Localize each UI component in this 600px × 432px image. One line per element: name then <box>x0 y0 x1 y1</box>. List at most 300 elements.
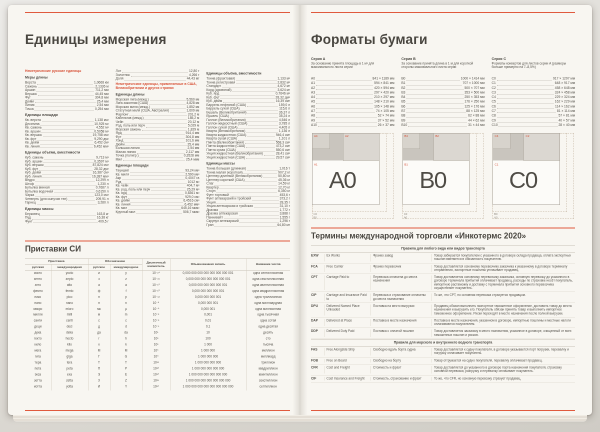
unit-name: Кв. фут <box>115 195 128 199</box>
unit-value: 123,0 см³ <box>94 193 109 197</box>
ghost-label: B0 <box>313 216 317 220</box>
section-rule <box>25 241 290 242</box>
format-size: 353 × 500 мм <box>464 90 485 95</box>
incoterm-english: Cost and Freight <box>324 366 371 373</box>
unit-value: 14,59 кг <box>278 182 290 186</box>
dotted-leader <box>246 147 275 148</box>
dotted-leader <box>151 191 186 192</box>
incoterm-code: DDP <box>311 329 318 334</box>
unit-name: Унция аптекарская и тройская <box>206 204 253 208</box>
format-diagram <box>311 132 394 220</box>
unit-name: Фунт <box>25 219 33 224</box>
format-code: C4 <box>491 95 496 100</box>
si-prefix-int: yotta <box>51 384 88 390</box>
unit-row <box>206 205 290 209</box>
format-size: 26 × 37 мм <box>377 123 395 127</box>
dotted-leader <box>140 157 183 158</box>
unit-group <box>25 76 109 111</box>
format-size: 44 × 62 мм <box>468 118 485 123</box>
unit-name: Морская миля (межд.) <box>115 105 150 109</box>
unit-name: Галлон сухой (США) <box>206 125 238 130</box>
si-sign-ru: г <box>88 336 110 342</box>
series-name: Серия C <box>491 57 506 61</box>
incoterm-code: FAS <box>311 348 318 352</box>
unit-value: 93,24 км² <box>185 169 200 173</box>
dotted-leader <box>136 213 182 214</box>
si-multiplier: 10⁻⁶ <box>142 306 170 312</box>
format-code: A0 <box>311 77 316 81</box>
unit-value: 45,36 кг <box>278 178 290 182</box>
si-number-name: секстиллион <box>246 378 290 384</box>
format-size: 229 × 324 мм <box>554 95 575 100</box>
dotted-leader <box>406 89 463 90</box>
unit-name: Кв. миля <box>115 172 129 177</box>
dotted-leader <box>44 159 95 160</box>
unit-name: Руд <box>115 180 122 184</box>
si-sign-int: Y <box>110 384 142 390</box>
si-sign-int: f <box>110 288 142 294</box>
si-prefix-int: atto <box>51 282 88 288</box>
si-sign-int: E <box>110 372 142 378</box>
dotted-leader <box>316 113 375 114</box>
si-sign-ru: м <box>88 312 110 318</box>
si-sign-ru: мк <box>88 306 110 312</box>
dotted-leader <box>45 166 92 167</box>
unit-row <box>25 107 109 111</box>
incoterms-section-header: Правила для любого вида или видов транспорта <box>311 245 575 253</box>
incoterm-english: Free Carrier <box>324 265 371 272</box>
incoterms-row <box>311 375 575 382</box>
left-page <box>8 5 300 415</box>
si-row <box>25 384 290 390</box>
group-heading: Меры длины <box>25 76 48 80</box>
unit-value: 1,555 г <box>279 215 290 220</box>
unit-name: Куб. вершок <box>25 163 44 167</box>
dotted-leader <box>406 108 463 109</box>
unit-name: Кв. верста <box>25 118 41 122</box>
red-note: Неметрические русские единицы <box>25 69 82 73</box>
si-multiplier: 10⁻¹ <box>142 324 170 330</box>
unit-name: Линия <box>25 103 35 107</box>
dotted-leader <box>39 170 93 171</box>
si-sign-int: z <box>110 276 142 282</box>
unit-name: Дюйм <box>115 142 125 147</box>
unit-value: 64,80 мг <box>277 223 290 227</box>
format-size: 81 × 114 мм <box>556 109 575 114</box>
si-plain-number: 1 000 000 000 <box>170 354 246 360</box>
si-plain-number: 0,000 000 000 000 000 000 001 <box>170 276 246 282</box>
format-size: 162 × 229 мм <box>554 100 575 104</box>
unit-value: 304,8 мм <box>94 96 109 100</box>
incoterm-russian: Стоимость, страхование и фрахт <box>371 377 432 381</box>
unit-name: Штоф <box>25 182 35 186</box>
unit-value: 28,35 г <box>279 200 290 205</box>
dotted-leader <box>122 138 184 139</box>
unit-name: Десятина <box>25 122 40 126</box>
si-sign-int: n <box>110 300 142 306</box>
si-header-plain: Обыкновенная запись <box>170 258 246 270</box>
unit-value: 4,266 г <box>188 73 200 77</box>
dotted-leader <box>406 85 461 86</box>
incoterm-description: Товар доставляется заказчику в место назначения, указанное в договоре, очищенный от всех таможенных пошлин и рисков. <box>431 330 575 337</box>
dotted-leader <box>51 189 95 190</box>
format-code: B1 <box>401 81 406 86</box>
unit-name: Чейн <box>115 120 124 124</box>
dotted-leader <box>316 89 373 90</box>
si-plain-number: 0,000 001 <box>170 306 246 312</box>
format-code: C6 <box>491 104 496 109</box>
incoterm-code: DPU <box>311 304 318 308</box>
format-code: B6 <box>401 104 406 109</box>
si-sign-int: h <box>110 336 142 342</box>
si-subheader-sint: международное <box>110 264 142 270</box>
dotted-leader <box>497 85 554 86</box>
si-number-name: одна тысячная <box>246 312 290 318</box>
right-page <box>300 5 592 415</box>
unit-value: 506,7 мкм² <box>183 210 200 214</box>
unit-value: 1,0668 км <box>93 81 109 85</box>
si-sign-ru: да <box>88 330 110 336</box>
ghost-label: C0 <box>313 213 317 217</box>
si-prefix-int: hecto <box>51 336 88 342</box>
unit-value: 304,8 мм <box>185 135 200 139</box>
format-code: C7 <box>491 109 496 114</box>
si-prefix-int: deka <box>51 330 88 336</box>
si-number-name: одна миллиардная <box>246 300 290 306</box>
dotted-leader <box>316 80 372 81</box>
dotted-leader <box>497 80 552 81</box>
si-multiplier: 10¹² <box>142 360 170 366</box>
ghost-label: B0 <box>494 213 498 217</box>
dotted-leader <box>37 140 93 141</box>
unit-value: 2,590 км² <box>185 172 200 177</box>
unit-name: Пинта жидкостная (США) <box>206 144 246 148</box>
dotted-leader <box>497 89 554 90</box>
incoterm-description: Товар отгружается на судно покупателя, перевалку оплачивает продавец. <box>431 359 575 363</box>
incoterm-code: EXW <box>311 254 319 258</box>
unit-name: Доля <box>115 77 124 81</box>
si-prefix-int: pico <box>51 294 88 300</box>
si-sign-int: a <box>110 282 142 288</box>
unit-row <box>116 117 200 121</box>
unit-name: Кв. линия <box>115 202 131 207</box>
si-prefix-ru: зепто <box>33 277 42 281</box>
incoterm-russian: Франко перевозчик <box>371 265 432 272</box>
si-number-name: квинтиллион <box>246 372 290 378</box>
unit-name: Фарлонг <box>115 112 129 117</box>
format-code: A5 <box>311 100 316 104</box>
dotted-leader <box>497 94 554 95</box>
si-multiplier: 10⁹ <box>142 354 170 360</box>
unit-name: Ярд <box>115 131 122 135</box>
unit-name: Гарнец <box>25 201 36 205</box>
format-size: 594 × 841 мм <box>374 81 395 86</box>
si-multiplier: 10²¹ <box>142 378 170 384</box>
dotted-leader <box>263 177 277 178</box>
unit-name: Бутылка водочная <box>25 189 54 194</box>
si-title: Приставки СИ <box>25 245 81 254</box>
si-plain-number: 1 000 000 <box>170 348 246 354</box>
incoterms-section <box>311 245 575 339</box>
si-prefix-int: centi <box>51 318 88 324</box>
si-plain-number: 1 000 000 000 000 <box>170 360 246 366</box>
incoterms-table <box>311 245 575 395</box>
unit-value: 1,852 км <box>186 105 200 109</box>
unit-name: Морская лига (межд.) <box>115 97 149 102</box>
si-number-name: квадриллион <box>246 366 290 372</box>
si-header-mult: Десятичный множитель <box>142 258 170 270</box>
si-sign-int: k <box>110 342 142 348</box>
si-table <box>25 258 290 390</box>
dotted-leader <box>130 172 184 173</box>
unit-value: 1,829 м <box>187 127 200 132</box>
unit-value: 1,296 г <box>279 219 290 223</box>
format-code: A8 <box>311 114 316 118</box>
paper-size-row <box>401 123 484 128</box>
unit-name: Кабельтов (межд.) <box>115 116 144 120</box>
dotted-leader <box>497 117 558 118</box>
group-heading: Единицы массы <box>25 207 54 211</box>
ghost-label: A0 <box>403 216 408 220</box>
unit-value: 12,80 г <box>188 69 200 73</box>
dotted-leader <box>43 178 91 179</box>
subdivision-label: A2 <box>345 135 349 139</box>
group-heading: Единицы объёма, вместимости <box>25 151 81 155</box>
unit-value: 0,8361 м² <box>184 191 200 195</box>
si-plain-number: 0,000 000 000 000 001 <box>170 288 246 294</box>
si-sign-ru: н <box>88 300 110 306</box>
si-sign-int: µ <box>110 306 142 312</box>
incoterm-english: Free on Board <box>324 359 371 363</box>
dotted-leader <box>122 72 188 73</box>
format-code: C0 <box>491 77 496 81</box>
unit-value: 1,772 г <box>279 208 290 212</box>
format-size: 52 × 74 мм <box>377 114 395 118</box>
unit-name: Кварта жидкостная (США) <box>206 133 247 137</box>
incoterm-english: Carriage Paid to <box>324 276 371 291</box>
dotted-leader <box>406 113 465 114</box>
si-prefix-int: zetta <box>51 378 88 384</box>
sheet-outline <box>312 133 379 205</box>
unit-value: 50,80 кг <box>278 174 290 178</box>
format-code: C2 <box>491 86 496 90</box>
unit-value: 9,713 м³ <box>96 156 109 160</box>
format-code: C5 <box>491 100 496 104</box>
unit-value: 2,1336 м <box>95 84 109 89</box>
unit-name: Чарка <box>25 193 35 197</box>
si-number-name: миллиард <box>246 354 290 360</box>
dotted-leader <box>406 117 467 118</box>
si-number-name: одна квадриллионная <box>246 288 290 294</box>
dotted-leader <box>406 103 463 104</box>
incoterms-row <box>311 292 575 303</box>
si-plain-number: 0,000 000 000 001 <box>170 294 246 300</box>
dotted-leader <box>41 125 94 126</box>
incoterms-row <box>311 357 575 364</box>
si-multiplier: 10² <box>142 336 170 342</box>
incoterms-row <box>311 364 575 375</box>
format-size: 917 × 1297 мм <box>552 77 575 81</box>
si-multiplier: 10³ <box>142 342 170 348</box>
si-prefix-int: deci <box>51 324 88 330</box>
unit-value: 36,37 л <box>278 110 290 115</box>
unit-name: Унция жидкостная (США) <box>206 155 246 160</box>
si-table-wrap <box>25 258 290 406</box>
dotted-leader <box>149 104 185 105</box>
si-prefix-ru: кило <box>34 343 42 347</box>
dotted-leader <box>41 215 96 216</box>
si-multiplier: 10⁻⁹ <box>142 300 170 306</box>
dotted-leader <box>408 127 467 128</box>
dotted-leader <box>35 110 94 111</box>
unit-value: 4,552 м² <box>96 126 109 130</box>
unit-name: Квартер <box>206 185 219 190</box>
units-column <box>116 70 200 236</box>
si-number-name: сто <box>246 336 290 342</box>
dotted-leader <box>146 127 187 128</box>
si-sign-int: M <box>110 348 142 354</box>
unit-name: Кв. аршин <box>25 129 41 134</box>
format-code: B4 <box>401 95 406 100</box>
dotted-leader <box>316 99 373 100</box>
unit-value: 1,016 т <box>279 167 290 171</box>
si-multiplier: 10⁻³ <box>142 312 170 318</box>
si-number-name: одна десятая <box>246 324 290 330</box>
incoterms-row <box>311 317 575 328</box>
dotted-leader <box>37 204 97 205</box>
si-sign-int: d <box>110 324 142 330</box>
unit-value: 373,2 г <box>279 197 290 201</box>
si-prefix-ru: фемто <box>33 289 43 293</box>
unit-name: Род, поль или перч <box>115 124 145 128</box>
unit-value: 101,6 мм <box>185 139 200 143</box>
si-multiplier: 10¹⁵ <box>142 366 170 372</box>
si-multiplier: 10²⁴ <box>142 384 170 390</box>
si-multiplier: 10¹⁸ <box>142 372 170 378</box>
unit-value: 28,41 см³ <box>275 152 290 156</box>
si-sign-ru: а <box>88 282 110 288</box>
si-multiplier: 10⁻¹⁵ <box>142 288 170 294</box>
incoterm-english: Free Alongside Ship <box>324 348 371 355</box>
unit-name: Куб. фут <box>25 167 39 171</box>
unit-name: Большая линия <box>115 146 140 150</box>
unit-value: 28,32 дм³ <box>275 95 290 100</box>
unit-name: Аршин <box>25 88 36 92</box>
si-prefix-int: micro <box>51 306 88 312</box>
dotted-leader <box>122 183 186 184</box>
unit-name: Тауншип <box>115 169 130 173</box>
dotted-leader <box>240 222 279 223</box>
unit-name: Фут <box>25 96 31 100</box>
format-diagram <box>401 132 484 220</box>
unit-row <box>25 220 109 224</box>
format-size: 37 × 52 мм <box>377 118 395 123</box>
dotted-leader <box>406 99 463 100</box>
si-prefix-ru: пета <box>34 367 42 371</box>
incoterm-code: FCA <box>311 264 318 269</box>
si-prefix-ru: зетта <box>34 379 42 383</box>
subdivision-label: B2 <box>435 135 439 139</box>
unit-name: Слаг <box>206 182 214 186</box>
si-sign-ru: с <box>88 318 110 324</box>
bottom-rule <box>311 410 575 411</box>
unit-name: Куб. сажень <box>25 156 44 160</box>
dotted-leader <box>406 122 467 123</box>
paper-size-row <box>492 123 575 128</box>
unit-row <box>206 156 290 160</box>
si-prefix-ru: тера <box>34 361 42 365</box>
si-prefix-int: peta <box>51 366 88 372</box>
si-plain-number: 100 <box>170 336 246 342</box>
page-title-paper: Форматы бумаги <box>311 32 428 47</box>
si-prefix-ru: экса <box>34 373 42 377</box>
unit-name: Кв. дюйм <box>115 199 130 203</box>
unit-name: Куб. ярд <box>206 92 220 96</box>
unit-value: 44,43 мг <box>186 77 200 81</box>
dotted-leader <box>142 131 187 132</box>
unit-name: Бушель (Великобритания) <box>206 110 247 115</box>
dotted-leader <box>124 80 185 81</box>
si-number-name: септиллион <box>246 384 290 390</box>
unit-name: Берковец <box>25 212 40 216</box>
unit-name: Кв. дюйм <box>25 141 40 145</box>
dotted-leader <box>36 91 94 92</box>
unit-value: 29,57 см³ <box>275 155 290 160</box>
si-prefix-ru: гекто <box>34 337 42 341</box>
dotted-leader <box>41 133 93 134</box>
format-code: B7 <box>401 109 406 114</box>
format-size: 105 × 148 мм <box>374 104 395 109</box>
unit-value: 2,832 м³ <box>277 80 290 85</box>
unit-name: Баррель сухой (США) <box>206 107 240 111</box>
dotted-leader <box>220 99 274 100</box>
si-sign-ru: к <box>88 342 110 348</box>
dotted-leader <box>36 181 95 182</box>
dotted-leader <box>131 76 188 77</box>
format-big-label: C0 <box>509 166 538 194</box>
si-prefix-ru: деци <box>34 325 42 329</box>
unit-group <box>25 151 109 205</box>
unit-value: 16,38 кг <box>96 216 109 220</box>
si-multiplier: 10⁻² <box>142 318 170 324</box>
unit-name: Ведро <box>25 178 35 182</box>
unit-name: Пуд <box>25 216 31 220</box>
dotted-leader <box>38 95 94 96</box>
incoterm-russian: Франко завод <box>371 254 432 261</box>
dotted-leader <box>35 103 96 104</box>
subdivision-label: B1 <box>404 163 408 167</box>
unit-value: 12,299 л <box>95 178 109 182</box>
dotted-leader <box>32 219 96 220</box>
si-prefix-ru: мега <box>34 349 42 353</box>
dotted-leader <box>247 121 278 122</box>
incoterm-description: Товар доставляется к судну покупателя, в договоре указывается порт погрузки, перевалку и погрузку оплачивает покупатель. <box>431 348 575 355</box>
si-prefix-ru: гига <box>35 355 41 359</box>
dotted-leader <box>497 108 554 109</box>
si-number-name: одна секстиллионная <box>246 276 290 282</box>
unit-name: Центнер короткий (США) <box>206 178 245 182</box>
unit-row <box>116 158 200 162</box>
format-big-label: B0 <box>419 166 447 194</box>
format-diagram <box>492 132 575 220</box>
unit-value: 4,405 л <box>278 125 290 130</box>
dotted-leader <box>252 200 279 201</box>
unit-name: Тонна регистровая <box>206 80 236 85</box>
dotted-leader <box>236 84 276 85</box>
unit-value: 209,91 л <box>95 197 109 201</box>
si-prefix-int: yocto <box>51 270 88 276</box>
unit-name: Кварта сухая (США) <box>206 137 238 141</box>
